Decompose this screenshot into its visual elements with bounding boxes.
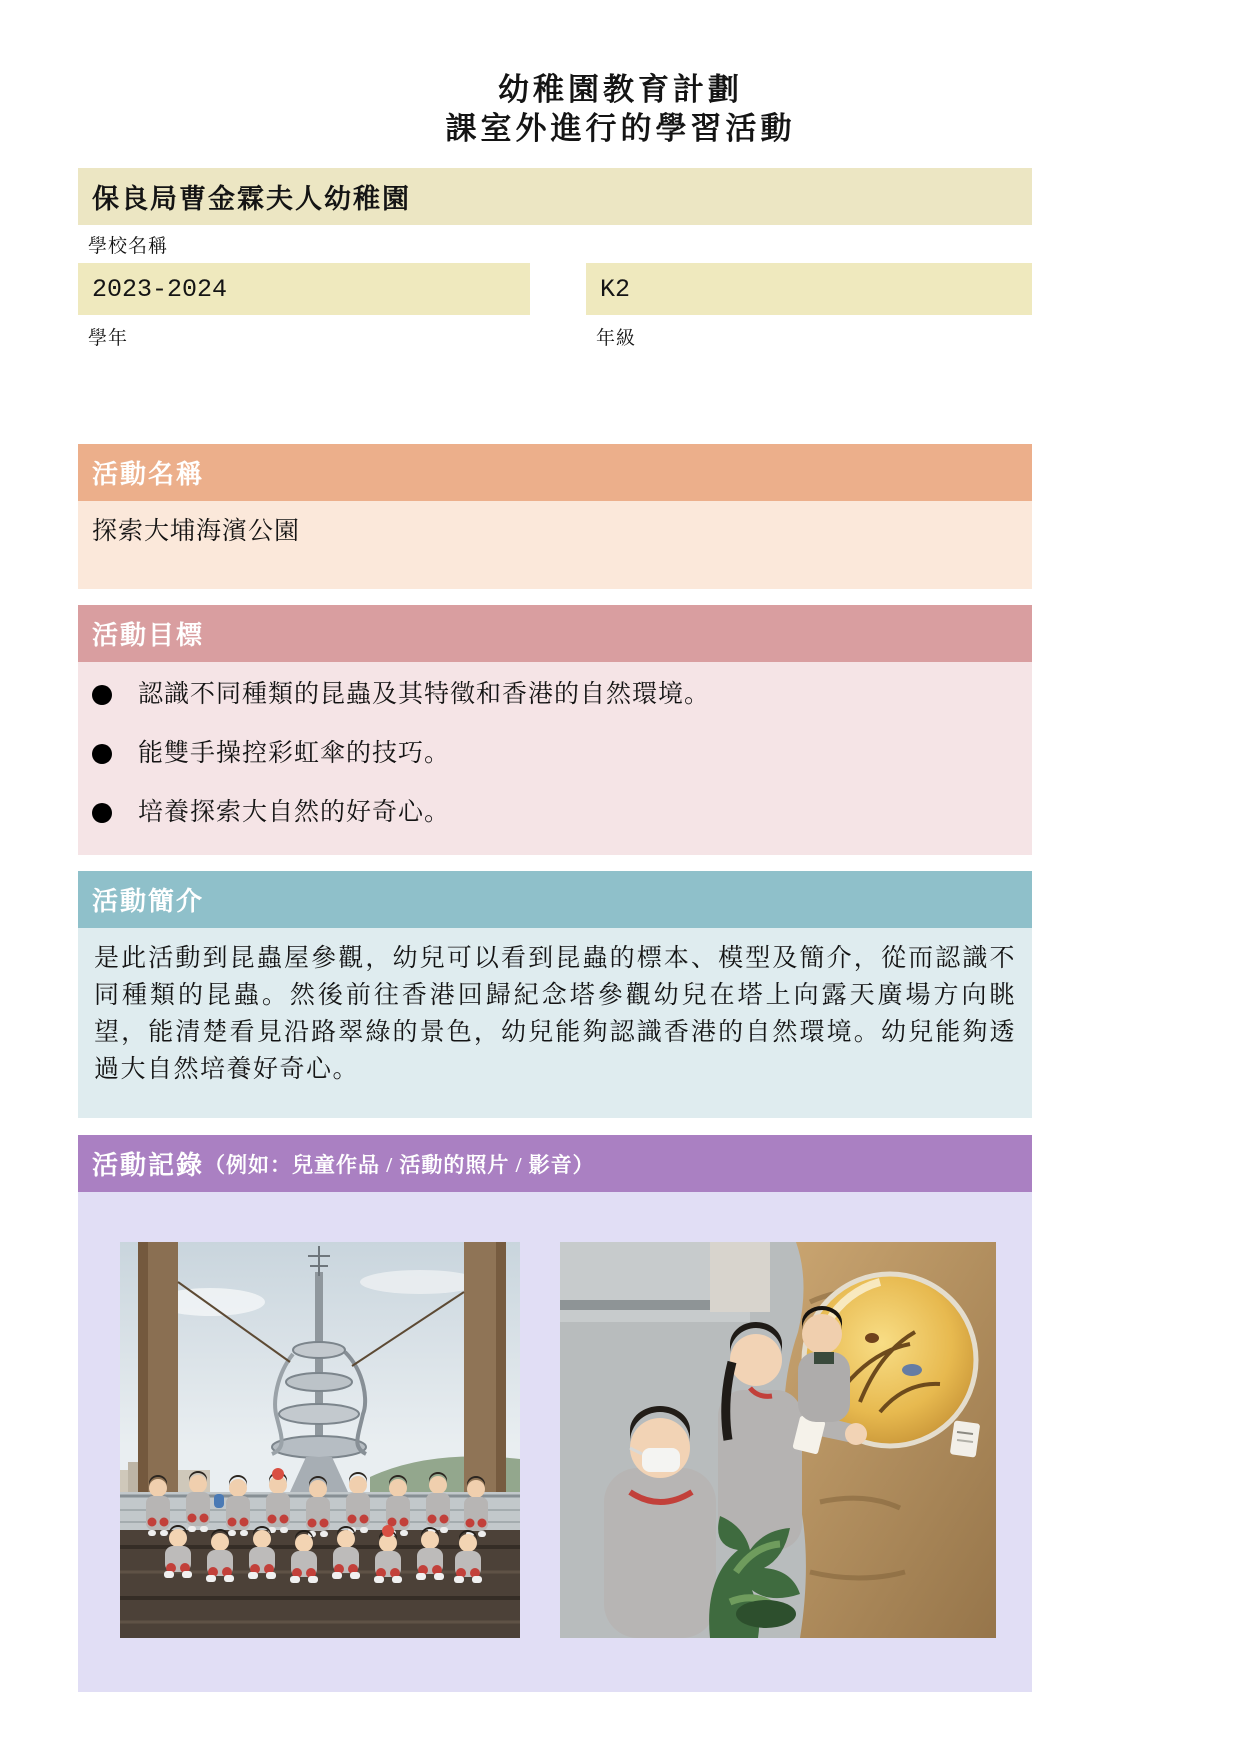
form-content xyxy=(78,168,1032,1692)
section-activity-intro xyxy=(78,871,1032,1118)
label-card xyxy=(950,1420,980,1457)
goal-text: 培養探索大自然的好奇心。 xyxy=(138,799,451,826)
section-activity-goals xyxy=(78,605,1032,855)
activity-goals-body xyxy=(78,662,1032,855)
school-name-value: 保良局曹金霖夫人幼稚園 xyxy=(92,184,411,214)
activity-records-title: 活動記錄 xyxy=(92,1151,205,1180)
year-grade-row xyxy=(78,263,1032,315)
activity-intro-header: 活動簡介 xyxy=(78,871,1032,928)
activity-records-body xyxy=(78,1192,1032,1692)
grade-value: K2 xyxy=(600,274,631,304)
activity-intro-body xyxy=(78,928,1032,1118)
grade-field[interactable] xyxy=(586,263,1032,315)
activity-name-header: 活動名稱 xyxy=(78,444,1032,501)
document-title xyxy=(0,0,1241,148)
bullet-icon xyxy=(92,744,112,764)
bullet-icon xyxy=(92,685,112,705)
section-activity-records xyxy=(78,1135,1032,1692)
activity-intro-text: 是此活動到昆蟲屋參觀，幼兒可以看到昆蟲的標本、模型及簡介，從而認識不同種類的昆蟲。然後前往香港回歸紀念塔參觀幼兒在塔上向露天廣場方向眺望，能清楚看見沿路翠綠的景色，幼兒能夠認識香港的自然環境。幼兒能夠透過大自然培養好奇心。 xyxy=(94,945,1016,1083)
goal-item xyxy=(78,676,1032,713)
activity-name-body xyxy=(78,501,1032,589)
title-line-2: 課室外進行的學習活動 xyxy=(445,111,796,146)
grade-label: 年級 xyxy=(596,328,637,349)
title-line-1: 幼稚園教育計劃 xyxy=(498,72,743,107)
school-name-label: 學校名稱 xyxy=(88,236,169,257)
activity-records-hint: （例如：兒童作品 / 活動的照片 / 影音） xyxy=(204,1152,595,1177)
spiral-lookout-tower-group-photo-icon xyxy=(120,1242,520,1638)
insect-house-dome-photo-icon xyxy=(560,1242,996,1638)
school-name-field[interactable] xyxy=(78,168,1032,225)
goal-item xyxy=(78,735,1032,772)
bullet-icon xyxy=(92,803,112,823)
activity-records-header xyxy=(78,1135,1032,1192)
school-year-field[interactable] xyxy=(78,263,530,315)
activity-name-value: 探索大埔海濱公園 xyxy=(92,518,301,545)
school-year-value: 2023-2024 xyxy=(92,274,228,304)
section-activity-name xyxy=(78,444,1032,589)
school-year-label: 學年 xyxy=(88,328,129,349)
goal-text: 能雙手操控彩虹傘的技巧。 xyxy=(138,740,451,767)
photo-row xyxy=(120,1242,1032,1638)
goal-text: 認識不同種類的昆蟲及其特徵和香港的自然環境。 xyxy=(138,681,711,708)
goal-item xyxy=(78,794,1032,831)
activity-goals-header: 活動目標 xyxy=(78,605,1032,662)
year-grade-labels xyxy=(78,323,1032,350)
